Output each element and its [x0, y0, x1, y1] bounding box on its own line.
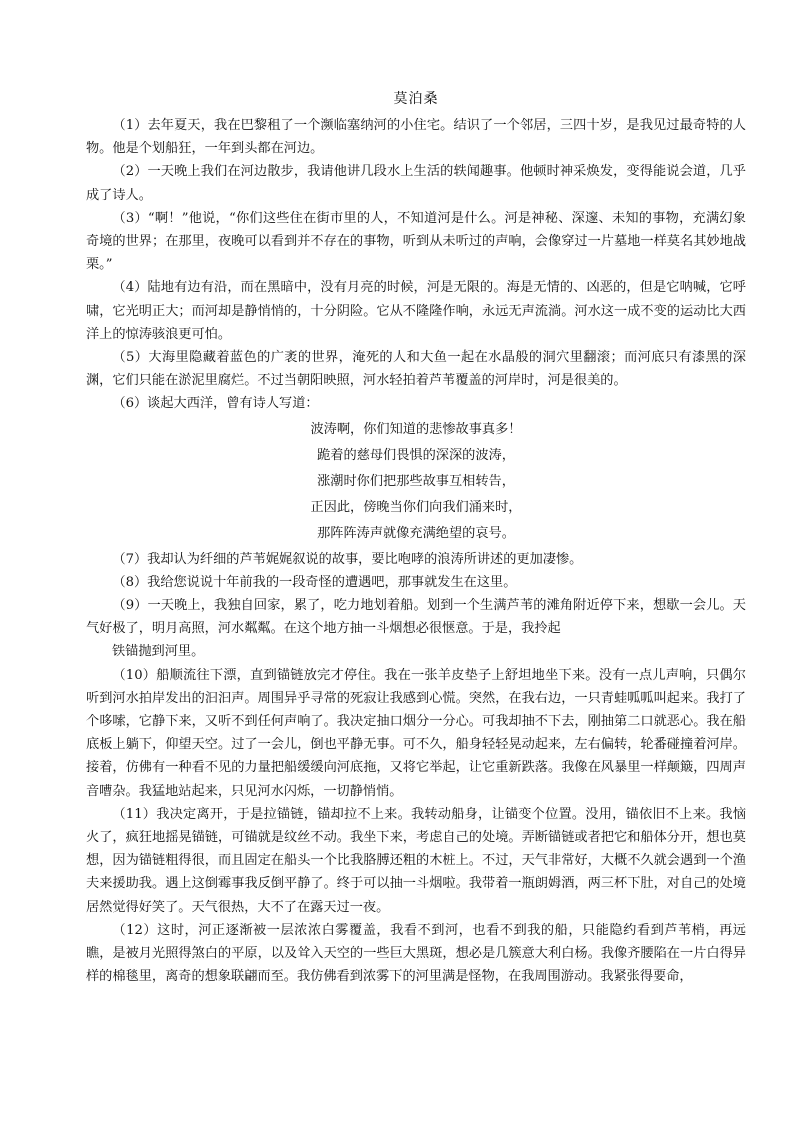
paragraph-7: （7）我却认为纤细的芦苇娓娓叙说的故事，要比咆哮的浪涛所讲述的更加凄惨。 [112, 551, 583, 567]
paragraph-12: （12）这时，河正逐渐被一层浓浓白雾覆盖，我看不到河，也看不到我的船，只能隐约看到芦苇梢，再远瞧，是被月光照得煞白的平原，以及耸入天空的一些巨大黑斑，想必是几簇意大利白杨。我像齐腰陷在一片白得异样的棉毯里，离奇的想象联翩而至。我仿佛看到浓雾下的河里满是怪物，在我周围游动。我紧张得要命， [86, 922, 746, 985]
paragraph-1: （1）去年夏天，我在巴黎租了一个濒临塞纳河的小住宅。结识了一个邻居，三四十岁，是我见过最奇特的人物。他是个划船狂，一年到头都在河边。 [86, 118, 746, 157]
poem-line: 那阵阵涛声就像充满绝望的哀号。 [317, 525, 515, 541]
poem-line: 正因此，傍晚当你们向我们涌来时， [310, 499, 522, 515]
poem-line: 波涛啊，你们知道的悲惨故事真多！ [310, 421, 522, 437]
paragraph-3: （3）“啊！”他说，“你们这些住在街市里的人，不知道河是什么。河是神秘、深邃、未知的事物，充满幻象奇境的世界；在那里，夜晚可以看到并不存在的事物，听到从未听过的声响，会像穿过一片墓地一样莫名其妙地战栗。” [86, 210, 746, 273]
paragraph-10: （10）船顺流往下漂，直到锚链放完才停住。我在一张羊皮垫子上舒坦地坐下来。没有一点儿声响，只偶尔听到河水拍岸发出的汩汩声。周围异乎寻常的死寂让我感到心慌。突然，在我右边，一只青蛙呱呱叫起来。我打了个哆嗦，它静下来，又听不到任何声响了。我决定抽口烟分一分心。可我却抽不下去，刚抽第二口就恶心。我在船底板上躺下，仰望天空。过了一会儿，倒也平静无事。可不久，船身轻轻晃动起来，左右偏转，轮番碰撞着河岸。接着，仿佛有一种看不见的力量把船缓缓向河底拖，又将它举起，让它重新跌落。我像在风暴里一样颠簸，四周声音嘈杂。我猛地站起来，只见河水闪烁，一切静悄悄。 [86, 667, 746, 799]
poem-line: 跪着的慈母们畏惧的深深的波涛， [317, 447, 515, 463]
page-title: 莫泊桑 [393, 91, 439, 107]
paragraph-8: （8）我给您说说十年前我的一段奇怪的遭遇吧，那事就发生在这里。 [112, 574, 517, 590]
poem-block [86, 417, 746, 547]
paragraph-6: （6）谈起大西洋，曾有诗人写道： [112, 396, 319, 412]
paragraph-9-continuation: 铁锚抛到河里。 [112, 644, 205, 660]
paragraph-4: （4）陆地有边有沿，而在黑暗中，没有月亮的时候，河是无限的。海是无情的、凶恶的，但是它呐喊，它呼啸，它光明正大；而河却是静悄悄的，十分阴险。它从不隆隆作响，永远无声流淌。河水这一成不变的运动比大西洋上的惊涛骇浪更可怕。 [86, 280, 746, 342]
paragraph-11: （11）我决定离开，于是拉锚链，锚却拉不上来。我转动船身，让锚变个位置。没用，锚依旧不上来。我恼火了，疯狂地摇晃锚链，可锚就是纹丝不动。我坐下来，考虑自己的处境。弄断锚链或者把它和船体分开，想也莫想，因为锚链粗得很，而且固定在船头一个比我胳膊还粗的木桩上。不过，天气非常好，大概不久就会遇到一个渔夫来援助我。遇上这倒霉事我反倒平静了。终于可以抽一斗烟啦。我带着一瓶朗姆酒，两三杯下肚，对自己的处境居然觉得好笑了。天气很热，大不了在露天过一夜。 [86, 806, 746, 915]
document-page [86, 88, 746, 989]
paragraph-9: （9）一天晚上，我独自回家，累了，吃力地划着船。划到一个生满芦苇的滩角附近停下来，想歇一会儿。天气好极了，明月高照，河水粼粼。在这个地方抽一斗烟想必很惬意。于是，我拎起 [86, 598, 746, 637]
poem-line: 涨潮时你们把那些故事互相转告， [317, 473, 515, 489]
paragraph-5: （5）大海里隐藏着蓝色的广袤的世界，淹死的人和大鱼一起在水晶般的洞穴里翻滚；而河底只有漆黑的深渊，它们只能在淤泥里腐烂。不过当朝阳映照，河水轻拍着芦苇覆盖的河岸时，河是很美的。 [86, 350, 746, 389]
paragraph-2: （2）一天晚上我们在河边散步，我请他讲几段水上生活的轶闻趣事。他顿时神采焕发，变得能说会道，几乎成了诗人。 [86, 164, 746, 203]
